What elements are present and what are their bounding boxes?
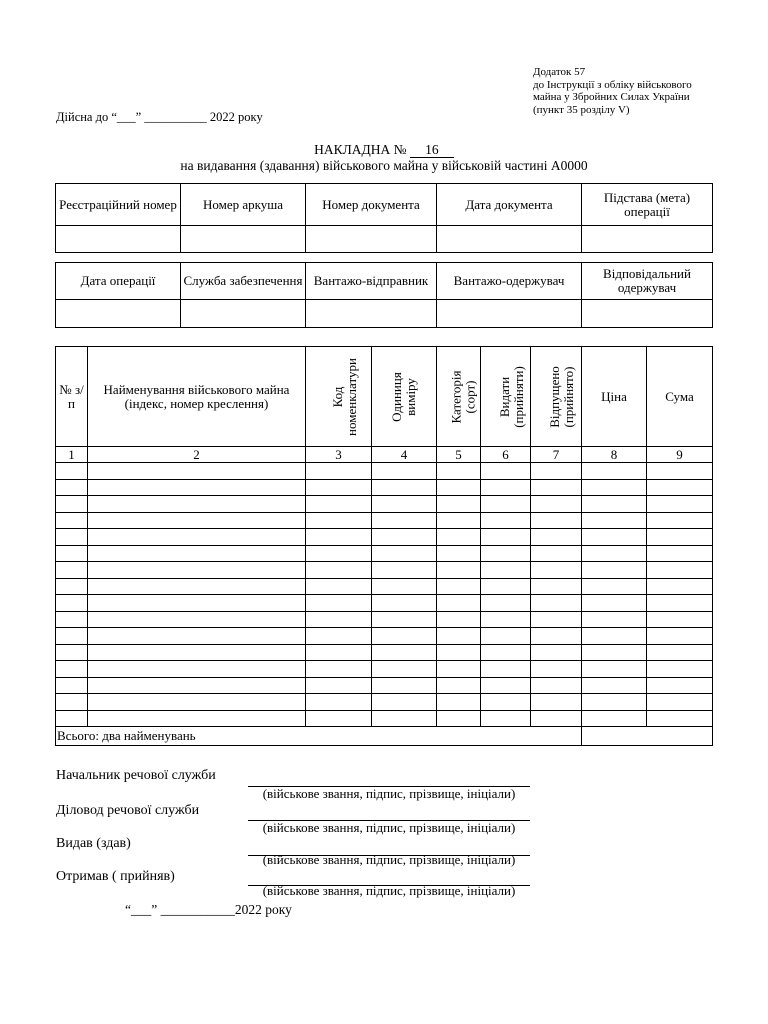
table-cell[interactable] xyxy=(481,578,531,595)
col-number-9: 9 xyxy=(647,447,713,463)
table-cell[interactable] xyxy=(531,479,582,496)
table-cell[interactable] xyxy=(647,512,713,529)
table-cell[interactable] xyxy=(481,463,531,480)
signature-clerk-hint: (військове звання, підпис, прізвище, ініціали) xyxy=(262,820,516,835)
table-cell[interactable] xyxy=(481,644,531,661)
table-cell[interactable] xyxy=(88,578,306,595)
document-title xyxy=(0,142,768,158)
table-cell[interactable] xyxy=(437,545,481,562)
table-cell[interactable] xyxy=(647,562,713,579)
table-cell[interactable] xyxy=(56,578,88,595)
table-cell[interactable] xyxy=(647,694,713,711)
table-cell[interactable] xyxy=(481,562,531,579)
cell-sheet-number[interactable] xyxy=(181,226,306,253)
cell-responsible-recipient[interactable] xyxy=(582,300,713,328)
table-cell[interactable] xyxy=(582,512,647,529)
cell-operation-basis[interactable] xyxy=(582,226,713,253)
table-cell[interactable] xyxy=(88,545,306,562)
signature-clerk-label: Діловод речової служби xyxy=(56,803,200,818)
table-cell[interactable] xyxy=(306,710,372,727)
table-cell[interactable] xyxy=(56,595,88,612)
table-cell[interactable] xyxy=(582,578,647,595)
signature-issued-hint: (військове звання, підпис, прізвище, ініціали) xyxy=(262,852,516,867)
table-cell[interactable] xyxy=(88,479,306,496)
table-cell[interactable] xyxy=(582,529,647,546)
table-cell[interactable] xyxy=(647,545,713,562)
table-cell[interactable] xyxy=(437,644,481,661)
table-cell[interactable] xyxy=(647,496,713,513)
table-cell[interactable] xyxy=(88,694,306,711)
header-nomenclature-code: Код номенклатури xyxy=(306,347,372,447)
table-cell[interactable] xyxy=(582,496,647,513)
table-cell[interactable] xyxy=(582,628,647,645)
table-cell[interactable] xyxy=(56,512,88,529)
table-row xyxy=(56,694,713,711)
col-number-6: 6 xyxy=(481,447,531,463)
table-cell[interactable] xyxy=(372,529,437,546)
header-issue: Видати (прийняти) xyxy=(481,347,531,447)
table-cell[interactable] xyxy=(372,562,437,579)
table-cell[interactable] xyxy=(306,661,372,678)
table-cell[interactable] xyxy=(88,710,306,727)
table-cell[interactable] xyxy=(647,644,713,661)
table-cell[interactable] xyxy=(647,611,713,628)
table-cell[interactable] xyxy=(56,529,88,546)
table-cell[interactable] xyxy=(306,562,372,579)
table-cell[interactable] xyxy=(88,562,306,579)
table-cell[interactable] xyxy=(56,694,88,711)
table-cell[interactable] xyxy=(582,545,647,562)
table-cell[interactable] xyxy=(481,529,531,546)
table-cell[interactable] xyxy=(647,628,713,645)
cell-document-number[interactable] xyxy=(306,226,437,253)
operation-info-table xyxy=(55,262,713,328)
header-operation-date: Дата операції xyxy=(56,263,181,300)
table-cell[interactable] xyxy=(647,595,713,612)
col-number-4: 4 xyxy=(372,447,437,463)
table-cell[interactable] xyxy=(582,710,647,727)
col-number-3: 3 xyxy=(306,447,372,463)
header-item-name: Найменування військового майна (індекс, номер креслення) xyxy=(88,347,306,447)
col-number-5: 5 xyxy=(437,447,481,463)
total-value[interactable] xyxy=(582,727,713,746)
table-row xyxy=(56,562,713,579)
table-cell[interactable] xyxy=(372,710,437,727)
table-cell[interactable] xyxy=(437,496,481,513)
table-cell[interactable] xyxy=(582,479,647,496)
table-cell[interactable] xyxy=(372,677,437,694)
table-row xyxy=(56,545,713,562)
table-cell[interactable] xyxy=(531,463,582,480)
title-prefix: НАКЛАДНА № xyxy=(314,142,407,157)
table-cell[interactable] xyxy=(531,644,582,661)
col-number-1: 1 xyxy=(56,447,88,463)
table-cell[interactable] xyxy=(481,545,531,562)
appendix-note xyxy=(533,66,692,116)
table-row xyxy=(56,644,713,661)
table-cell[interactable] xyxy=(306,578,372,595)
table-cell[interactable] xyxy=(582,611,647,628)
table-cell[interactable] xyxy=(56,479,88,496)
table-cell[interactable] xyxy=(531,562,582,579)
cell-consignee[interactable] xyxy=(437,300,582,328)
table-cell[interactable] xyxy=(582,661,647,678)
table-cell[interactable] xyxy=(437,529,481,546)
table-cell[interactable] xyxy=(306,677,372,694)
table-row xyxy=(56,628,713,645)
signature-received-label: Отримав ( прийняв) xyxy=(56,869,175,884)
signature-chief-hint: (військове звання, підпис, прізвище, ініціали) xyxy=(262,786,516,801)
table-cell[interactable] xyxy=(647,529,713,546)
table-cell[interactable] xyxy=(437,463,481,480)
table-cell[interactable] xyxy=(56,463,88,480)
table-cell[interactable] xyxy=(437,694,481,711)
table-cell[interactable] xyxy=(372,644,437,661)
table-cell[interactable] xyxy=(481,677,531,694)
table-cell[interactable] xyxy=(531,578,582,595)
table-cell[interactable] xyxy=(88,644,306,661)
table-cell[interactable] xyxy=(582,562,647,579)
table-cell[interactable] xyxy=(372,661,437,678)
table-cell[interactable] xyxy=(481,611,531,628)
table-cell[interactable] xyxy=(437,628,481,645)
table-row xyxy=(56,611,713,628)
header-sum: Сума xyxy=(647,347,713,447)
table-cell[interactable] xyxy=(531,677,582,694)
cell-shipper[interactable] xyxy=(306,300,437,328)
cell-operation-date[interactable] xyxy=(56,300,181,328)
header-document-date: Дата документа xyxy=(437,184,582,226)
table-cell[interactable] xyxy=(372,578,437,595)
col-number-7: 7 xyxy=(531,447,582,463)
table-cell[interactable] xyxy=(372,628,437,645)
table-cell[interactable] xyxy=(481,595,531,612)
table-cell[interactable] xyxy=(647,677,713,694)
table-cell[interactable] xyxy=(531,710,582,727)
table-cell[interactable] xyxy=(306,611,372,628)
table-cell[interactable] xyxy=(372,595,437,612)
header-registration-number: Реєстраційний номер xyxy=(56,184,181,226)
table-cell[interactable] xyxy=(647,479,713,496)
table-row xyxy=(56,496,713,513)
table-cell[interactable] xyxy=(437,562,481,579)
table-row xyxy=(56,595,713,612)
table-cell[interactable] xyxy=(306,529,372,546)
total-label: Всього: два найменувань xyxy=(56,727,582,746)
table-row xyxy=(56,677,713,694)
table-cell[interactable] xyxy=(437,611,481,628)
table-cell[interactable] xyxy=(481,512,531,529)
total-row xyxy=(56,727,713,746)
header-row-number: № з/п xyxy=(56,347,88,447)
table-cell[interactable] xyxy=(481,479,531,496)
table-cell[interactable] xyxy=(531,512,582,529)
table-cell[interactable] xyxy=(647,661,713,678)
header-supply-service: Служба забезпечення xyxy=(181,263,306,300)
table-cell[interactable] xyxy=(372,479,437,496)
table-cell[interactable] xyxy=(306,628,372,645)
table-cell[interactable] xyxy=(306,694,372,711)
table-cell[interactable] xyxy=(88,496,306,513)
table-cell[interactable] xyxy=(306,463,372,480)
table-row xyxy=(56,578,713,595)
table-cell[interactable] xyxy=(88,611,306,628)
col-number-8: 8 xyxy=(582,447,647,463)
table-cell[interactable] xyxy=(647,463,713,480)
table-cell[interactable] xyxy=(88,463,306,480)
table-cell[interactable] xyxy=(88,595,306,612)
table-cell[interactable] xyxy=(531,595,582,612)
table-cell[interactable] xyxy=(372,496,437,513)
cell-supply-service[interactable] xyxy=(181,300,306,328)
table-cell[interactable] xyxy=(437,479,481,496)
header-responsible-recipient: Відповідальний одержувач xyxy=(582,263,713,300)
table-cell[interactable] xyxy=(372,512,437,529)
table-cell[interactable] xyxy=(372,545,437,562)
header-unit: Одиниця виміру xyxy=(372,347,437,447)
table-cell[interactable] xyxy=(56,562,88,579)
table-cell[interactable] xyxy=(481,496,531,513)
table-cell[interactable] xyxy=(531,611,582,628)
header-operation-basis: Підстава (мета) операції xyxy=(582,184,713,226)
table-cell[interactable] xyxy=(306,479,372,496)
table-cell[interactable] xyxy=(531,694,582,711)
signature-received-hint: (військове звання, підпис, прізвище, ініціали) xyxy=(262,883,516,898)
table-cell[interactable] xyxy=(56,644,88,661)
appendix-line-2: до Інструкції з обліку військового xyxy=(533,78,692,91)
table-row xyxy=(56,512,713,529)
table-cell[interactable] xyxy=(582,694,647,711)
table-cell[interactable] xyxy=(56,661,88,678)
header-consignee: Вантажо-одержувач xyxy=(437,263,582,300)
table-row xyxy=(56,479,713,496)
table-cell[interactable] xyxy=(481,628,531,645)
table-cell[interactable] xyxy=(647,710,713,727)
column-number-row xyxy=(56,447,713,463)
table-row xyxy=(56,529,713,546)
signature-date: “___” ___________2022 року xyxy=(125,902,292,917)
document-number: 16 xyxy=(410,143,454,158)
table-cell[interactable] xyxy=(88,512,306,529)
header-document-number: Номер документа xyxy=(306,184,437,226)
table-cell[interactable] xyxy=(481,710,531,727)
table-cell[interactable] xyxy=(56,545,88,562)
table-cell[interactable] xyxy=(437,578,481,595)
table-cell[interactable] xyxy=(306,512,372,529)
signature-issued-label: Видав (здав) xyxy=(56,836,131,851)
table-cell[interactable] xyxy=(306,595,372,612)
table-cell[interactable] xyxy=(582,463,647,480)
table-cell[interactable] xyxy=(372,694,437,711)
table-cell[interactable] xyxy=(56,628,88,645)
signature-chief-label: Начальник речової служби xyxy=(56,768,216,783)
table-cell[interactable] xyxy=(306,644,372,661)
table-cell[interactable] xyxy=(437,595,481,612)
table-row xyxy=(56,710,713,727)
table-cell[interactable] xyxy=(531,529,582,546)
appendix-line-3: майна у Збройних Силах України xyxy=(533,91,690,103)
appendix-line-1: Додаток 57 xyxy=(533,66,586,78)
table-cell[interactable] xyxy=(372,611,437,628)
cell-registration-number[interactable] xyxy=(56,226,181,253)
table-cell[interactable] xyxy=(582,677,647,694)
table-cell[interactable] xyxy=(56,611,88,628)
table-cell[interactable] xyxy=(531,496,582,513)
document-subtitle: на видавання (здавання) військового майна у військовій частині А0000 xyxy=(180,158,588,173)
table-cell[interactable] xyxy=(437,677,481,694)
table-cell[interactable] xyxy=(582,595,647,612)
table-row xyxy=(56,661,713,678)
table-cell[interactable] xyxy=(306,545,372,562)
appendix-line-4: (пункт 35 розділу V) xyxy=(533,103,630,116)
document-info-table xyxy=(55,183,713,253)
table-cell[interactable] xyxy=(531,661,582,678)
table-cell[interactable] xyxy=(531,545,582,562)
table-cell[interactable] xyxy=(88,677,306,694)
table-cell[interactable] xyxy=(88,661,306,678)
table-row xyxy=(56,463,713,480)
table-cell[interactable] xyxy=(437,512,481,529)
table-cell[interactable] xyxy=(437,710,481,727)
table-cell[interactable] xyxy=(88,628,306,645)
header-released: Відпущено (прийнято) xyxy=(531,347,582,447)
cell-document-date[interactable] xyxy=(437,226,582,253)
header-category: Категорія (сорт) xyxy=(437,347,481,447)
table-cell[interactable] xyxy=(481,661,531,678)
col-number-2: 2 xyxy=(88,447,306,463)
table-cell[interactable] xyxy=(56,710,88,727)
table-cell[interactable] xyxy=(531,628,582,645)
header-sheet-number: Номер аркуша xyxy=(181,184,306,226)
table-cell[interactable] xyxy=(56,677,88,694)
header-price: Ціна xyxy=(582,347,647,447)
table-cell[interactable] xyxy=(306,496,372,513)
table-cell[interactable] xyxy=(56,496,88,513)
items-table xyxy=(55,346,713,746)
valid-until: Дійсна до “___” __________ 2022 року xyxy=(56,110,263,124)
table-cell[interactable] xyxy=(372,463,437,480)
table-cell[interactable] xyxy=(582,644,647,661)
table-cell[interactable] xyxy=(88,529,306,546)
table-cell[interactable] xyxy=(437,661,481,678)
header-shipper: Вантажо-відправник xyxy=(306,263,437,300)
table-cell[interactable] xyxy=(481,694,531,711)
table-cell[interactable] xyxy=(647,578,713,595)
